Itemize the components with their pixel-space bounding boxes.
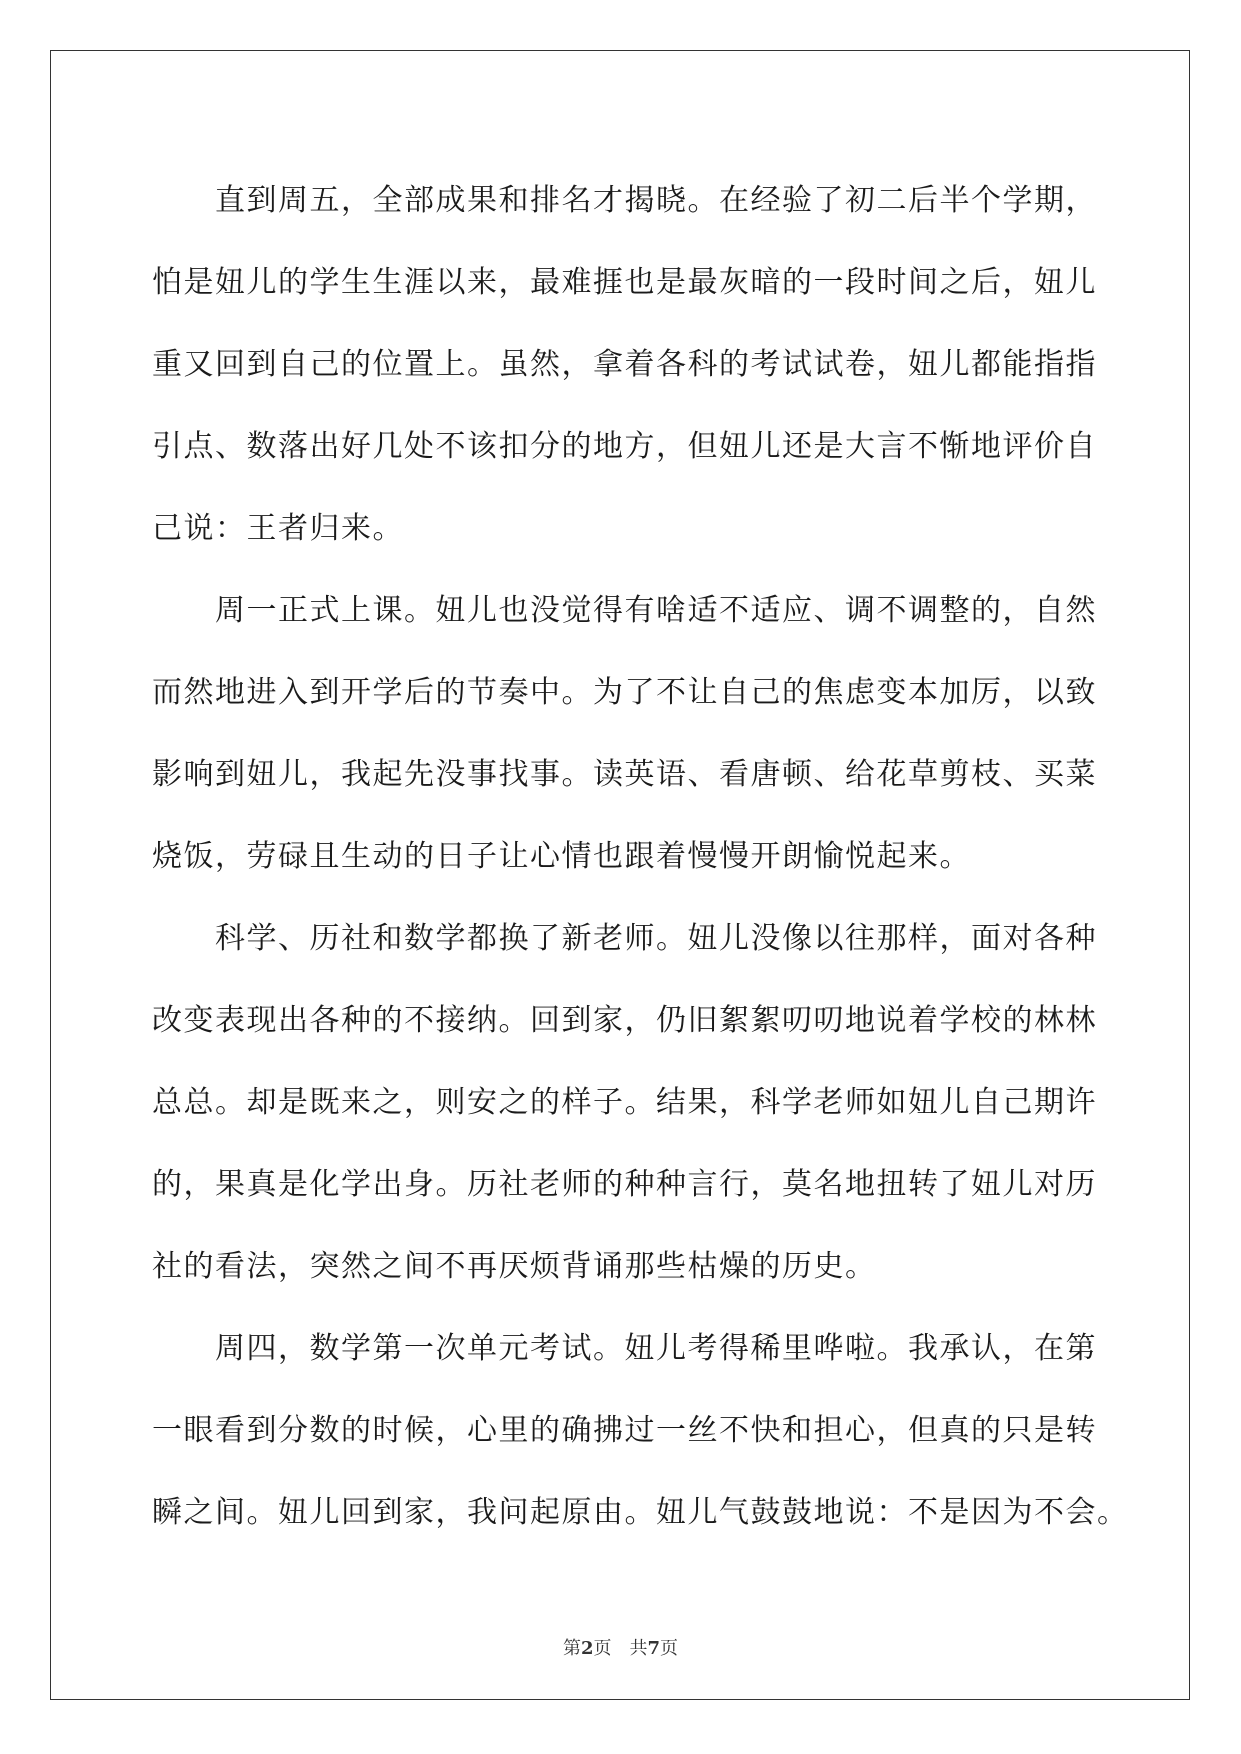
text-line: 一眼看到分数的时候，心里的确拂过一丝不快和担心，但真的只是转: [152, 1413, 1097, 1448]
text-line: 己说：王者归来。: [152, 511, 404, 546]
text-line: 烧饭，劳碌且生动的日子让心情也跟着慢慢开朗愉悦起来。: [152, 839, 971, 874]
text-line: 引点、数落出好几处不该扣分的地方，但妞儿还是大言不惭地评价自: [152, 429, 1097, 464]
text-line: 改变表现出各种的不接纳。回到家，仍旧絮絮叨叨地说着学校的林林: [152, 1003, 1097, 1038]
paragraph-4: [152, 1308, 1129, 1554]
footer-middle: 页 共: [593, 1638, 648, 1659]
text-line: 重又回到自己的位置上。虽然，拿着各科的考试试卷，妞儿都能指指: [152, 347, 1097, 382]
page-footer: [0, 1634, 1241, 1660]
text-line: 怕是妞儿的学生生涯以来，最难捱也是最灰暗的一段时间之后，妞儿: [152, 265, 1097, 300]
text-line: 而然地进入到开学后的节奏中。为了不让自己的焦虑变本加厉，以致: [152, 675, 1097, 710]
text-line: 周一正式上课。妞儿也没觉得有啥适不适应、调不调整的，自然: [152, 593, 1097, 628]
text-line: 周四，数学第一次单元考试。妞儿考得稀里哗啦。我承认，在第: [152, 1331, 1097, 1366]
document-body: [152, 160, 1129, 1554]
text-line: 总总。却是既来之，则安之的样子。结果，科学老师如妞儿自己期许: [152, 1085, 1097, 1120]
paragraph-3: [152, 898, 1097, 1308]
text-line: 直到周五，全部成果和排名才揭晓。在经验了初二后半个学期，: [152, 183, 1097, 218]
text-line: 影响到妞儿，我起先没事找事。读英语、看唐顿、给花草剪枝、买菜: [152, 757, 1097, 792]
text-line: 瞬之间。妞儿回到家，我问起原由。妞儿气鼓鼓地说：不是因为不会。: [152, 1495, 1129, 1530]
text-line: 的，果真是化学出身。历社老师的种种言行，莫名地扭转了妞儿对历: [152, 1167, 1097, 1202]
total-pages-number: 7: [647, 1638, 661, 1659]
text-line: 科学、历社和数学都换了新老师。妞儿没像以往那样，面对各种: [152, 921, 1097, 956]
paragraph-2: [152, 570, 1097, 898]
text-line: 社的看法，突然之间不再厌烦背诵那些枯燥的历史。: [152, 1249, 877, 1284]
footer-prefix: 第: [562, 1638, 581, 1659]
current-page-number: 2: [580, 1638, 594, 1659]
paragraph-1: [152, 160, 1097, 570]
footer-suffix: 页: [660, 1638, 679, 1659]
